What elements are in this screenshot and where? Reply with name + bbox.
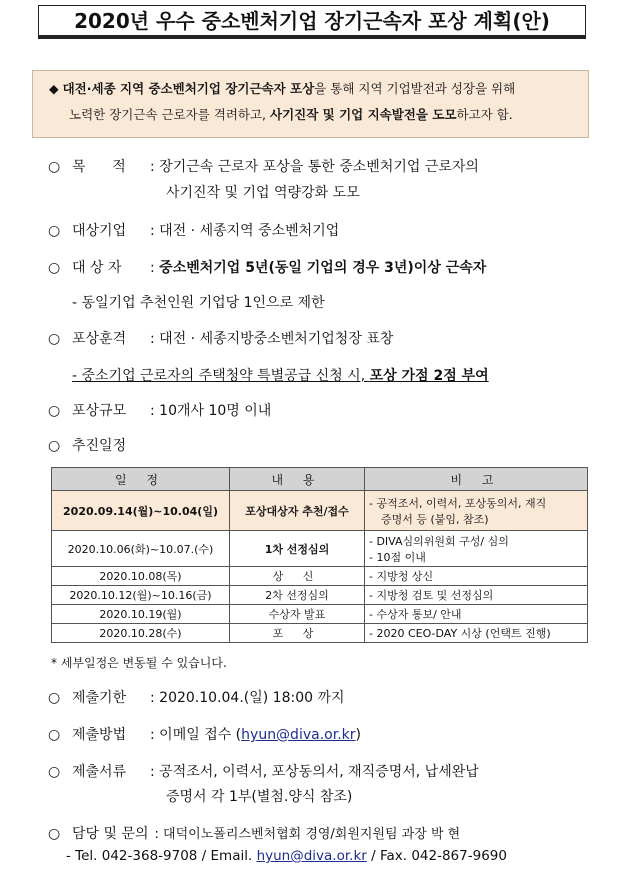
target-company-row: ○ 대상기업 : 대전 · 세종지역 중소벤처기업: [48, 223, 340, 239]
circle-bullet-icon: ○: [48, 403, 61, 419]
table-footnote: * 세부일정은 변동될 수 있습니다.: [51, 656, 227, 670]
summary-box: [32, 70, 589, 138]
schedule-table: [51, 467, 588, 643]
contact-row: ○ 담당 및 문의 : 대덕이노폴리스벤처협회 경영/회원지원팀 과장 박 현: [48, 826, 461, 842]
deadline-row: ○ 제출기한 : 2020.10.04.(일) 18:00 까지: [48, 690, 345, 706]
circle-bullet-icon: ○: [48, 223, 61, 239]
circle-bullet-icon: ○: [48, 438, 61, 454]
circle-bullet-icon: ○: [48, 690, 61, 706]
table-row: 2020.10.06(화)~10.07.(수) 1차 선정심의 - DIVA심의위원회 구성/ 심의 - 10점 이내: [52, 531, 588, 567]
circle-bullet-icon: ○: [48, 331, 61, 347]
table-row: 2020.10.08(목) 상 신 - 지방청 상신: [52, 567, 588, 586]
contact-email-link[interactable]: hyun@diva.or.kr: [256, 848, 367, 864]
documents-line-2: 증명서 각 1부(별첨.양식 참조): [166, 789, 353, 805]
table-row: 2020.10.19(월) 수상자 발표 - 수상자 통보/ 안내: [52, 605, 588, 624]
circle-bullet-icon: ○: [48, 159, 61, 175]
email-link[interactable]: hyun@diva.or.kr: [241, 727, 356, 743]
purpose-line-2: 사기진작 및 기업 역량강화 도모: [166, 185, 360, 201]
documents-row: ○ 제출서류 : 공적조서, 이력서, 포상동의서, 재직증명서, 납세완납: [48, 764, 479, 780]
header-date: 일 정: [52, 468, 230, 491]
contact-line-2: - Tel. 042-368-9708 / Email. hyun@diva.or.kr / Fax. 042-867-9690: [66, 848, 507, 864]
table-row: 2020.10.12(월)~10.16(금) 2차 선정심의 - 지방청 검토 및 선정심의: [52, 586, 588, 605]
circle-bullet-icon: ○: [48, 764, 61, 780]
table-header-row: [52, 468, 588, 491]
target-person-row: ○ 대 상 자 : 중소벤처기업 5년(동일 기업의 경우 3년)이상 근속자: [48, 260, 487, 276]
summary-line-1: ◆ 대전·세종 지역 중소벤처기업 장기근속자 포상을 통해 지역 기업발전과 성장을 위해: [49, 81, 516, 96]
purpose-row: ○ 목 적 : 장기근속 근로자 포상을 통한 중소벤처기업 근로자의: [48, 159, 479, 175]
header-content: 내 용: [230, 468, 365, 491]
circle-bullet-icon: ○: [48, 727, 61, 743]
circle-bullet-icon: ○: [48, 260, 61, 276]
table-row: 2020.09.14(월)~10.04(일) 포상대상자 추천/접수 - 공적조서, 이력서, 포상동의서, 재직 증명서 등 (붙임, 참조): [52, 491, 588, 531]
award-note: - 중소기업 근로자의 주택청약 특별공급 신청 시, 포상 가점 2점 부여: [72, 368, 489, 384]
circle-bullet-icon: ○: [48, 826, 61, 842]
page-title: 2020년 우수 중소벤처기업 장기근속자 포상 계획(안): [38, 5, 586, 39]
schedule-row: ○ 추진일정: [48, 438, 127, 454]
award-row: ○ 포상훈격 : 대전 · 세종지방중소벤처기업청장 표창: [48, 331, 394, 347]
method-row: ○ 제출방법 : 이메일 접수 (hyun@diva.or.kr): [48, 727, 361, 743]
scale-row: ○ 포상규모 : 10개사 10명 이내: [48, 403, 272, 419]
diamond-bullet-icon: ◆: [49, 81, 59, 96]
header-note: 비 고: [365, 468, 588, 491]
table-row: 2020.10.28(수) 포 상 - 2020 CEO-DAY 시상 (언택트 진행): [52, 624, 588, 643]
target-person-note: - 동일기업 추천인원 기업당 1인으로 제한: [72, 295, 325, 311]
summary-line-2: 노력한 장기근속 근로자를 격려하고, 사기진작 및 기업 지속발전을 도모하고자 함.: [69, 107, 513, 122]
